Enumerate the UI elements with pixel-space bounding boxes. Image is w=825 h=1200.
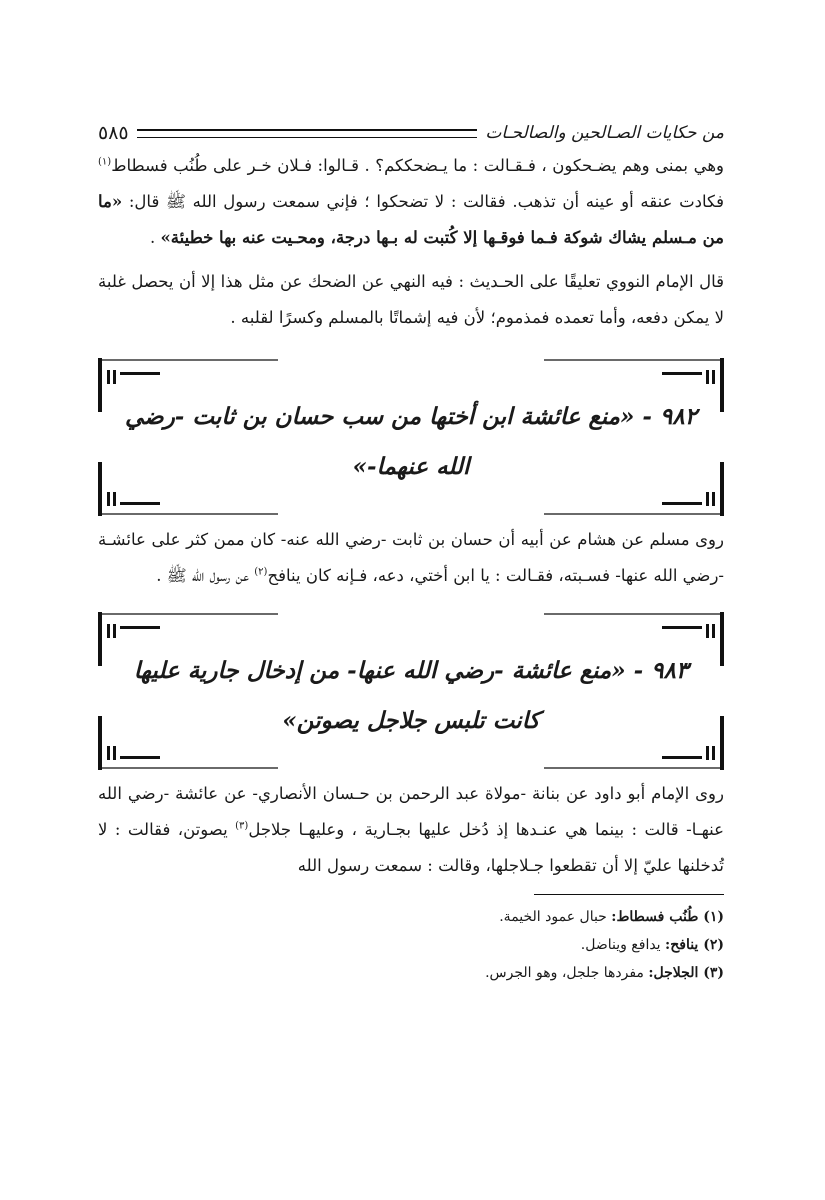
chapter-heading-text: ٩٨٣ - «منع عائشة -رضي الله عنها- من إدخال جارية عليها كانت تلبس جلاجل يصوتن» — [133, 657, 689, 734]
paragraph-4 — [98, 776, 724, 884]
paragraph-1 — [98, 148, 724, 256]
footnote-term: (٣) الجلاجل: — [648, 965, 724, 981]
footnote-1 — [98, 903, 724, 931]
paragraph-text: وهي بمنى وهم يضـحكون ، فـقـالت : ما يـضحككم؟ . قـالوا: فـلان خـر على طُنُب فسطاط — [111, 156, 724, 175]
hadith-text: «ما من مـسلم يشاك شوكة فـما فوقـها إلا كُتبت له بـها درجة، ومحـيت عنه بها خطيئة» — [98, 192, 724, 247]
paragraph-3 — [98, 522, 724, 594]
page-number: ٥٨٥ — [98, 122, 129, 144]
paragraph-text: روى الإمام أبو داود عن بنانة -مولاة عبد الرحمن بن حـسان الأنصاري- عن عائشة -رضي الله عنهـا- قالت : بينما هي عنـدها إذ دُخل عليها بجـارية ، وعليهـا جلاجل — [98, 784, 725, 839]
paragraph-text: فكادت عنقه أو عينه أن تذهب. فقالت : لا تضحكوا ؛ فإني سمعت رسول الله ﷺ قال: — [122, 192, 724, 211]
footnote-2 — [98, 931, 724, 959]
paragraph-text: . — [149, 228, 161, 247]
header-rule — [137, 129, 478, 138]
footnote-text: مفردها جلجل، وهو الجرس. — [485, 965, 649, 981]
footnote-term: (٢) ينافح: — [665, 937, 724, 953]
footnote-divider — [534, 894, 724, 895]
chapter-heading-982 — [98, 358, 724, 516]
footnote-ref: (١) — [98, 156, 112, 168]
footnote-ref: (٣) — [235, 820, 249, 832]
paragraph-text: عن رسول الله ﷺ . — [156, 566, 255, 585]
footnote-text: يدافع ويناضل. — [580, 937, 666, 953]
footnote-term: (١) طُنُب فسطاط: — [611, 909, 724, 925]
footnotes — [98, 903, 724, 987]
footnote-ref: (٢) — [254, 566, 268, 578]
paragraph-text: روى مسلم عن هشام عن أبيه أن حسان بن ثابت -رضي الله عنه- كان ممن كثر على عائشـة -رضي الله عنها- فسـبته، فقـالت : يا ابن أختي، دعه، فـإنه كان ينافح — [98, 530, 724, 585]
footnote-text: حبال عمود الخيمة. — [499, 909, 612, 925]
running-title: من حكايات الصـالحين والصالحـات — [485, 123, 724, 143]
footnote-3 — [98, 959, 724, 987]
paragraph-text: يصوتن، فقالت : لا تُدخلنها عليّ إلا أن تقطعوا جـلاجلها، وقالت : سمعت رسول الله — [98, 820, 724, 875]
chapter-heading-983 — [98, 612, 724, 770]
chapter-heading-text: ٩٨٢ - «منع عائشة ابن أختها من سب حسان بن ثابت -رضي الله عنهما-» — [125, 403, 697, 480]
paragraph-2: قال الإمام النووي تعليقًا على الحـديث : فيه النهي عن الضحك عن مثل هذا إلا أن يحصل غلبة لا يمكن دفعه، وأما تعمده فمذموم؛ لأن فيه إشماتًا بالمسلم وكسرًا لقلبه . — [98, 272, 724, 327]
running-header — [98, 118, 724, 148]
book-page — [98, 118, 724, 987]
